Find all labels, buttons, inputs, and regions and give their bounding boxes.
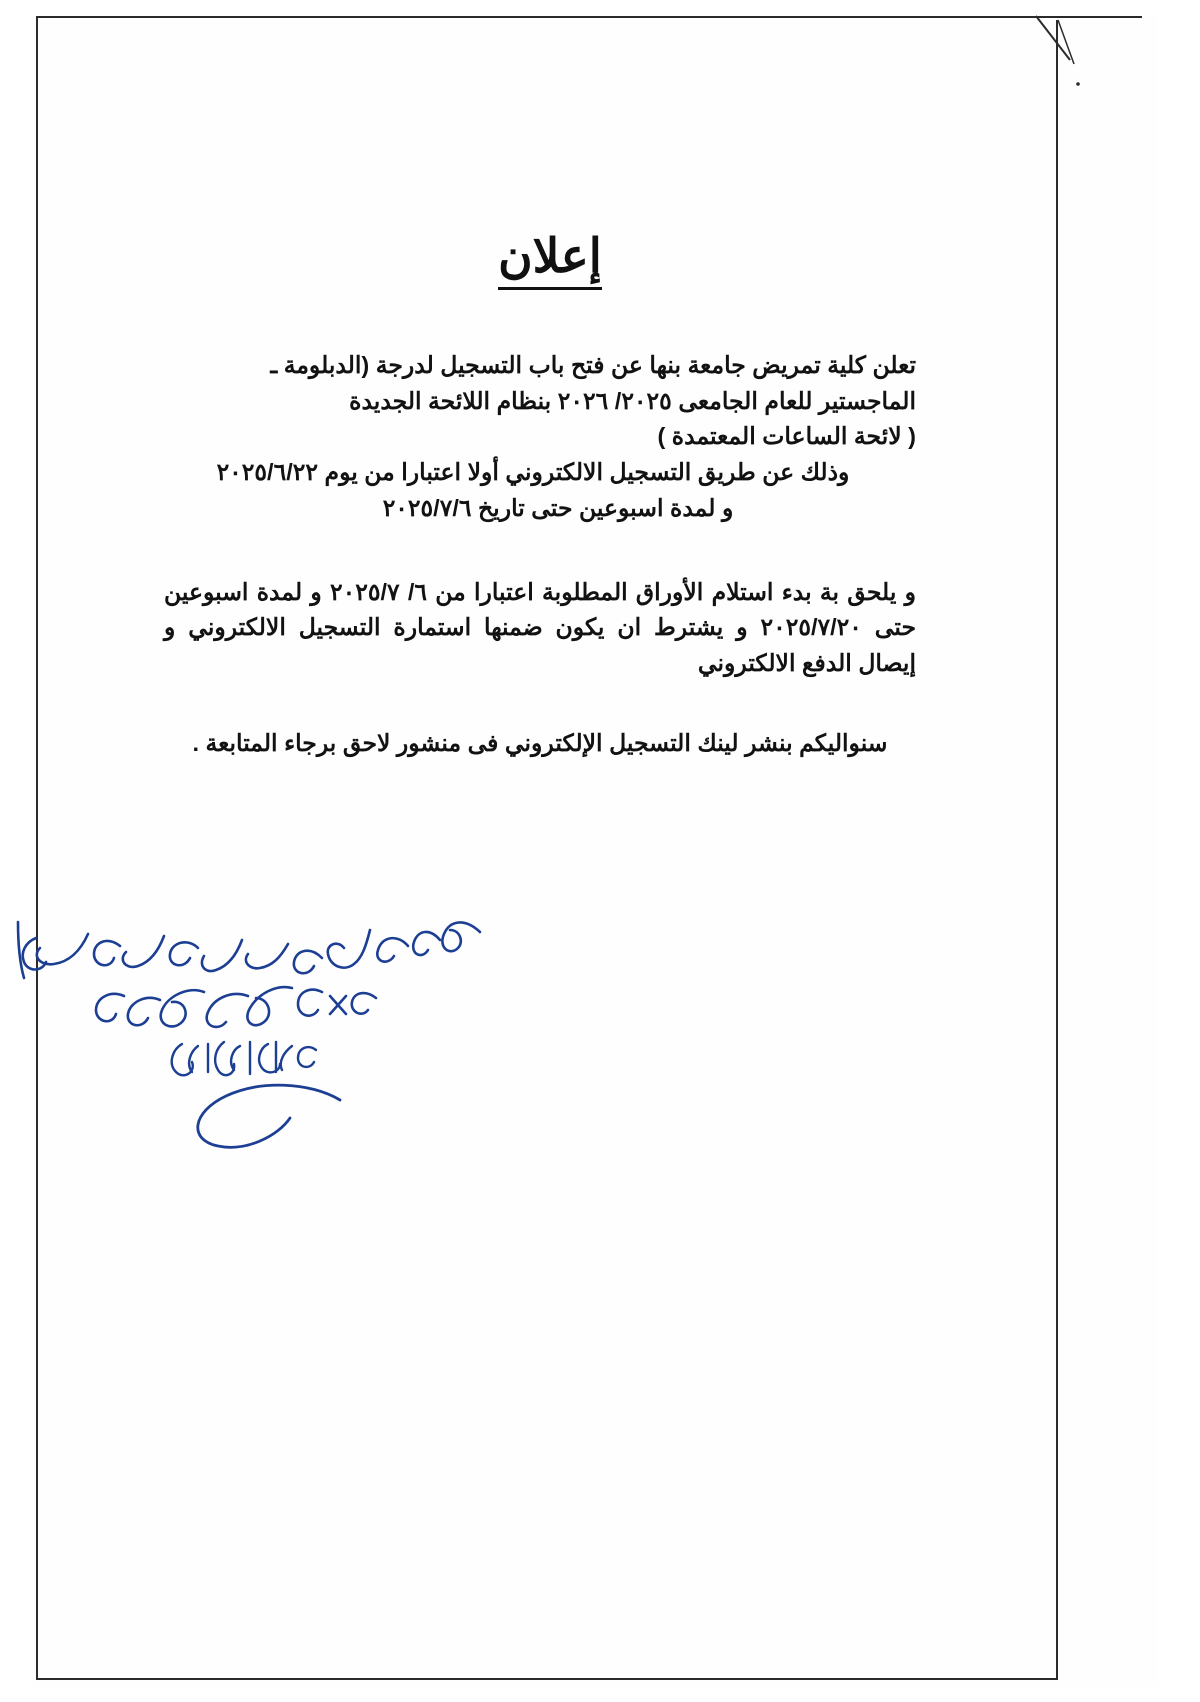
announcement-paragraph <box>160 348 916 527</box>
announcement-line-3: ( لائحة الساعات المعتمدة ) <box>657 423 916 450</box>
page-title <box>60 228 1040 284</box>
follow-up-paragraph: سنواليكم بنشر لينك التسجيل الإلكتروني فى منشور لاحق برجاء المتابعة . <box>192 729 888 756</box>
documents-submission-paragraph: و يلحق بة بدء استلام الأوراق المطلوبة اعتبارا من ٦/ ٢٠٢٥/٧ و لمدة اسبوعين حتى ٢٠٢٥/٧/٢٠ و يشترط ان يكون ضمنها استمارة التسجيل الالكتروني و إيصال الدفع الالكتروني <box>164 578 916 677</box>
paper-edge-right <box>36 16 38 1680</box>
announcement-line-2: الماجستير للعام الجامعى ٢٠٢٥/ ٢٠٢٦ بنظام اللائحة الجديدة <box>349 387 916 414</box>
announcement-line-4: وذلك عن طريق التسجيل الالكتروني أولا اعتبارا من يوم ٢٠٢٥/٦/٢٢ <box>216 459 850 486</box>
page-title-text: إعلان <box>498 229 602 290</box>
document-body <box>60 0 1040 1702</box>
handwritten-signature-block <box>10 900 490 1160</box>
paper-edge-left <box>1056 20 1058 1680</box>
announcement-line-5: و لمدة اسبوعين حتى تاريخ ٢٠٢٥/٧/٦ <box>382 494 734 521</box>
announcement-line-1: تعلن كلية تمريض جامعة بنها عن فتح باب التسجيل لدرجة (الدبلومة ـ <box>270 352 916 378</box>
